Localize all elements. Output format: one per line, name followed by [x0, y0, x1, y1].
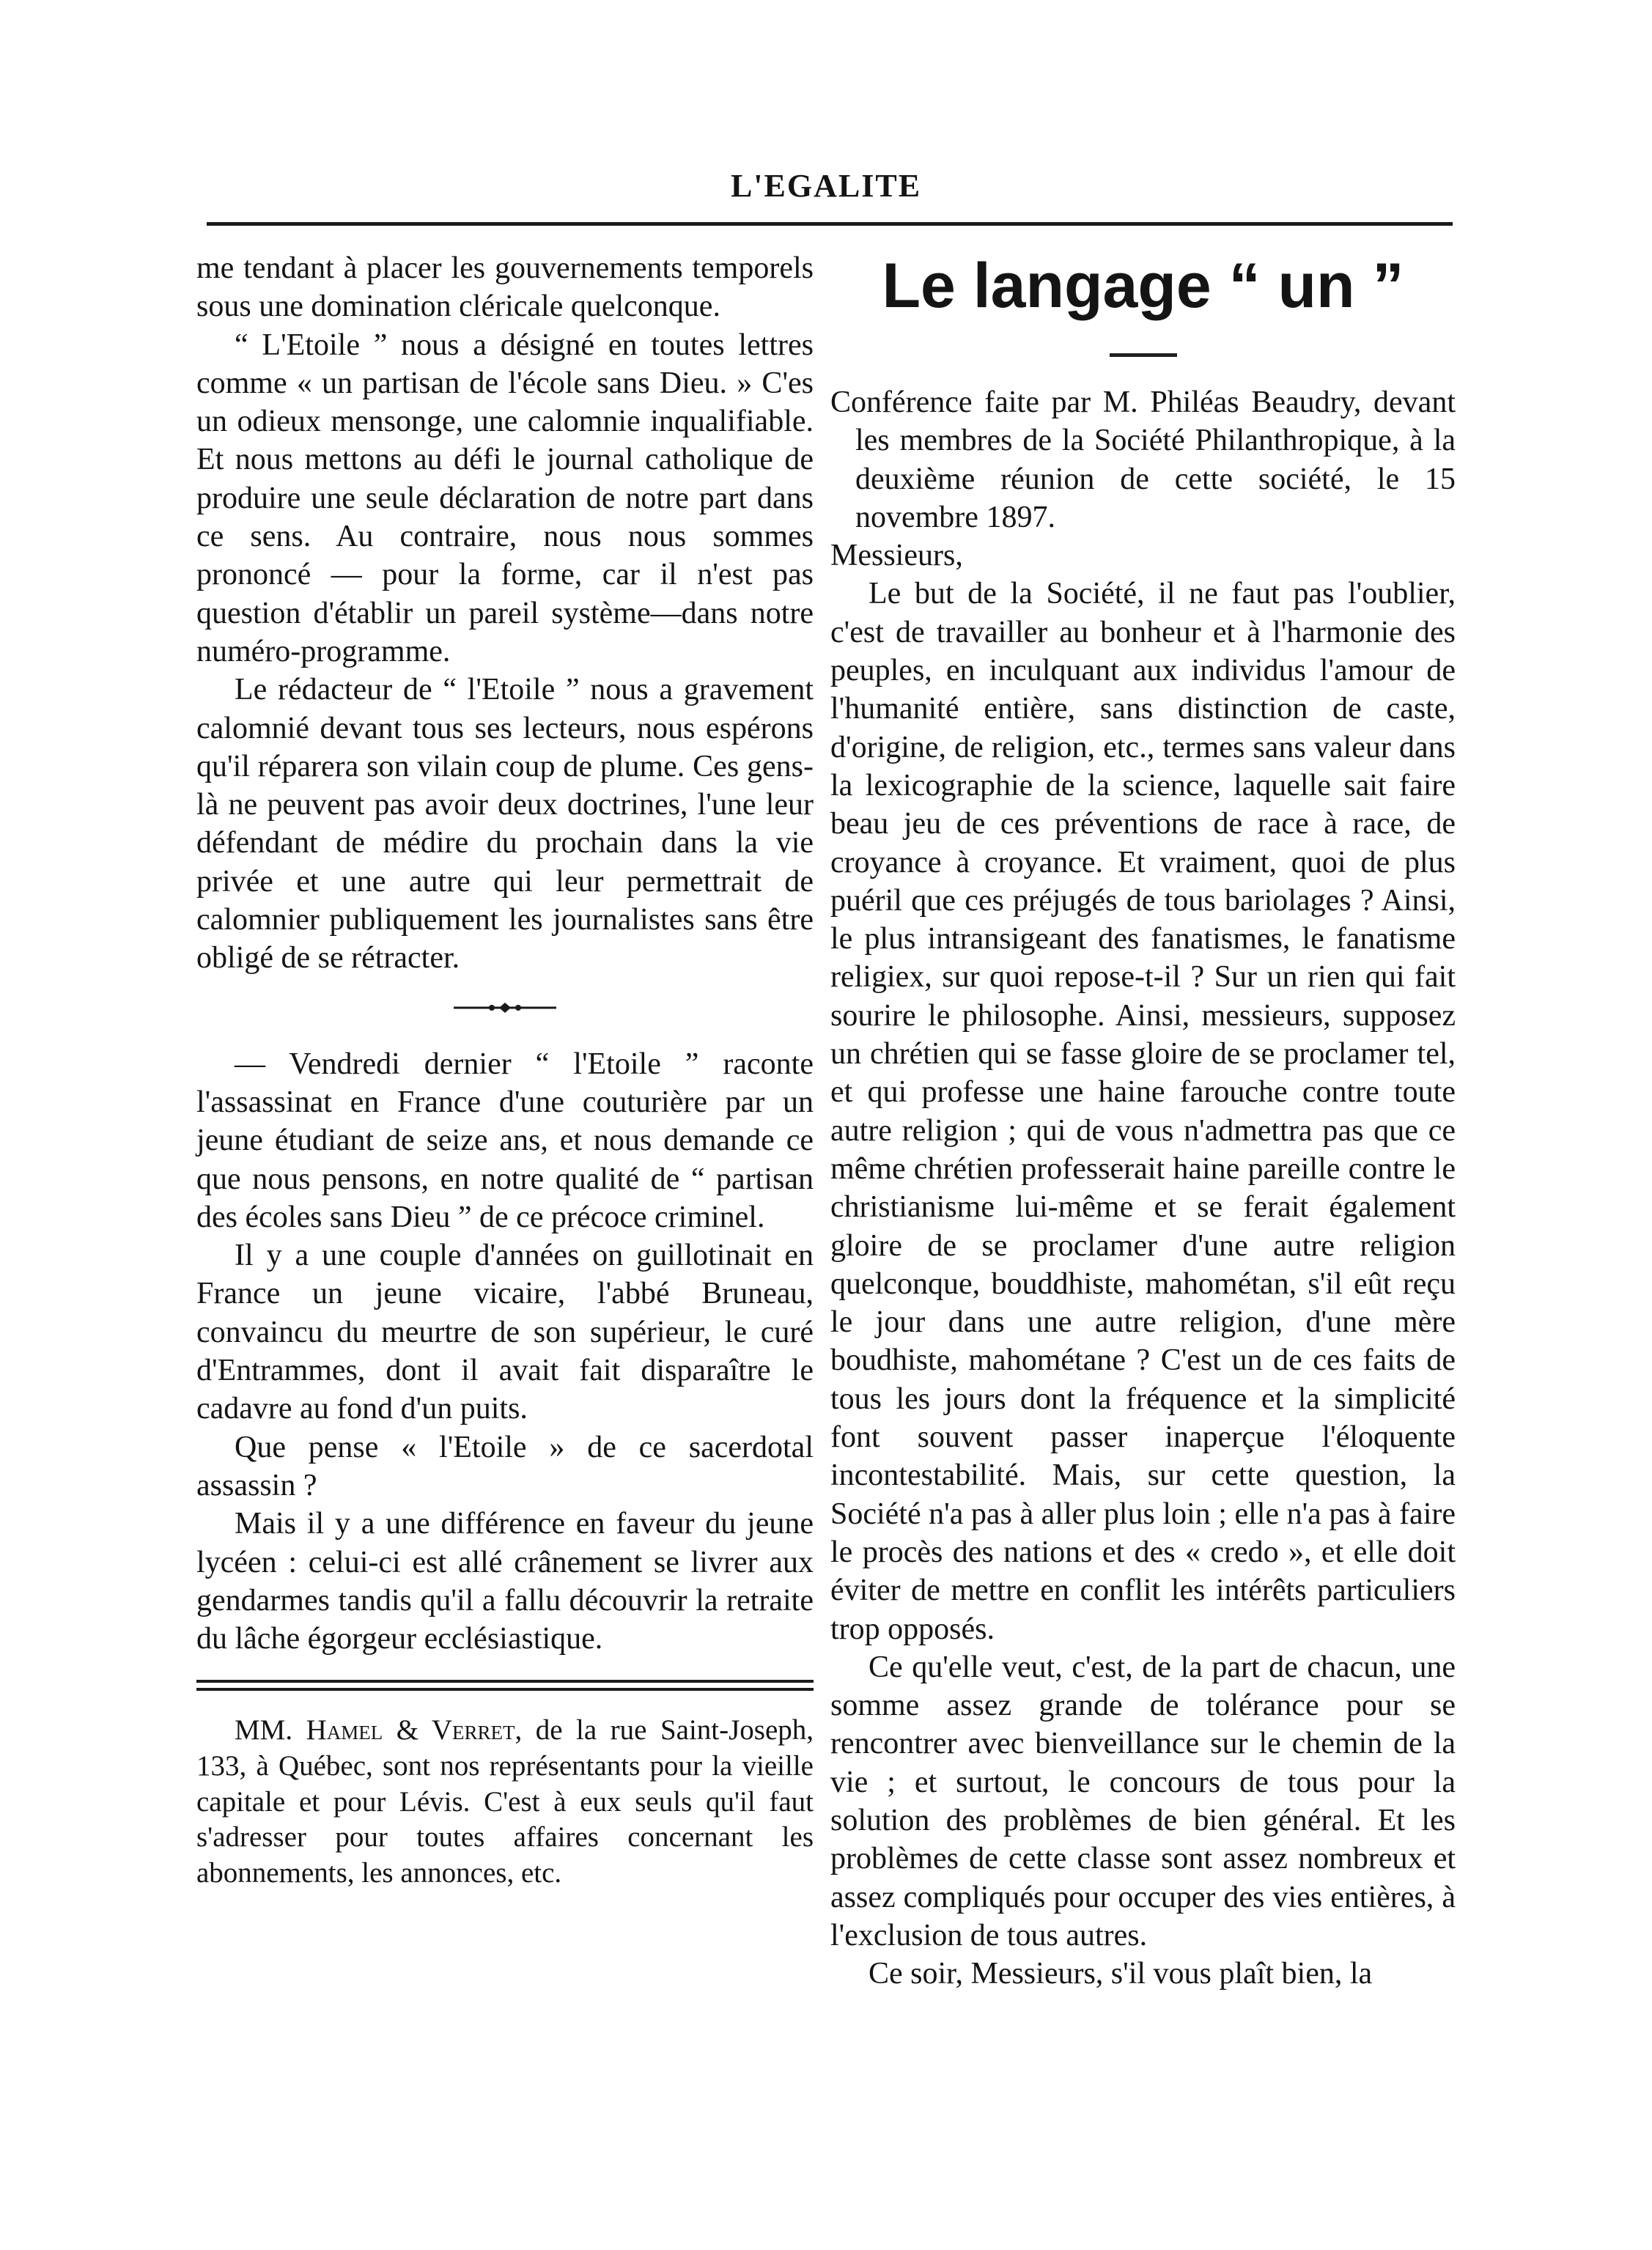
article-byline: Conférence faite par M. Philéas Beaudry, devant les membres de la Société Philanthropique, à la deuxième réunion de cette société, le 15 novembre 1897.: [830, 386, 1456, 534]
left-column: [196, 249, 814, 1891]
article-title: Le langage “ un ”: [882, 251, 1404, 321]
article-paragraph: me tendant à placer les gouvernements temporels sous une domination cléricale quelconque.: [196, 251, 814, 324]
representatives-notice: [196, 1713, 814, 1891]
double-rule-divider: [196, 1680, 814, 1691]
article-paragraph: Le but de la Société, il ne faut pas l'oublier, c'est de travailler au bonheur et à l'harmonie des peuples, en inculquant aux individus l'amour de l'humanité entière, sans distinction de caste, d'origine, de religion, etc., termes sans valeur dans la lexicographie de la science, laquelle sait faire beau jeu de ces préventions de race à race, de croyance à croyance. Et vraiment, quoi de plus puéril que ces préjugés de tous bariolages ? Ainsi, le plus intransigeant des fanatismes, le fanatisme religiex, sur quoi repose-t-il ? Sur un rien qui fait sourire le philosophe. Ainsi, messieurs, supposez un chrétien qui se fasse gloire de se proclamer tel, et qui professe une haine farouche contre toute autre religion ; qui de vous n'admettra pas que ce même chrétien professerait haine pareille contre le christianisme lui-même et se ferait également gloire de se proclamer d'une autre religion quelconque, bouddhiste, mahométan, s'il eût reçu le jour dans une autre religion, d'une mère boudhiste, mahométane ? C'est un de ces faits de tous les jours dont la fréquence et la simplicité font souvent passer inaperçue l'éloquente incontestabilité. Mais, sur cette question, la Société n'a pas à aller plus loin ; elle n'a pas à faire le procès des nations et des « credo », et elle doit éviter de mettre en conflit les intérêts particuliers trop opposés.: [830, 577, 1456, 1646]
notice-prefix: MM.: [235, 1714, 306, 1746]
article-paragraph: Mais il y a une différence en faveur du jeune lycéen : celui-ci est allé crânement se livrer aux gendarmes tandis qu'il a fallu découvrir la retraite du lâche égorgeur ecclésiastique.: [196, 1507, 814, 1656]
article-paragraph: Que pense « l'Etoile » de ce sacerdotal assassin ?: [196, 1430, 814, 1502]
article-salutation: Messieurs,: [830, 539, 963, 573]
article-paragraph: Ce soir, Messieurs, s'il vous plaît bien, la: [869, 1957, 1373, 1991]
section-ornament: [454, 1000, 556, 1016]
notice-names: Hamel & Verret,: [306, 1714, 523, 1746]
title-rule: [1110, 353, 1177, 357]
article-paragraph: Il y a une couple d'années on guillotinait en France un jeune vicaire, l'abbé Bruneau, convaincu du meurtre de son supérieur, le curé d'Entrammes, dont il avait fait disparaître le cadavre au fond d'un puits.: [196, 1239, 814, 1426]
header-rule: [207, 222, 1453, 226]
article-paragraph: Le rédacteur de “ l'Etoile ” nous a gravement calomnié devant tous ses lecteurs, nous espérons qu'il réparera son vilain coup de plume. Ces gens-là ne peuvent pas avoir deux doctrines, l'une leur défendant de médire du prochain dans la vie privée et une autre qui leur permettrait de calomnier publiquement les journalistes sans être obligé de se rétracter.: [196, 673, 814, 975]
page-header-title: L'EGALITE: [730, 168, 922, 204]
notice-text: de la rue Saint-Joseph, 133, à Québec, sont nos représentants pour la vieille capitale et pour Lévis. C'est à eux seuls qu'il faut s'adresser pour toutes affaires concernant les abonnements, les annonces, etc.: [196, 1714, 814, 1889]
article-paragraph: — Vendredi dernier “ l'Etoile ” raconte l'assassinat en France d'une couturière par un jeune étudiant de seize ans, et nous demande ce que nous pensons, en notre qualité de “ partisan des écoles sans Dieu ” de ce précoce criminel.: [196, 1047, 814, 1234]
right-column: [830, 249, 1456, 1993]
article-paragraph: “ L'Etoile ” nous a désigné en toutes lettres comme « un partisan de l'école sans Dieu. » C'es un odieux mensonge, une calomnie inqualifiable. Et nous mettons au défi le journal catholique de produire une seule déclaration de notre part dans ce sens. Au contraire, nous nous sommes prononcé — pour la forme, car il n'est pas question d'établir un pareil système—dans notre numéro-programme.: [196, 328, 814, 668]
article-paragraph: Ce qu'elle veut, c'est, de la part de chacun, une somme assez grande de tolérance pour se rencontrer avec bienveillance sur le chemin de la vie ; et surtout, le concours de tous pour la solution des problèmes de bien général. Et les problèmes de cette classe sont assez nombreux et assez compliqués pour occuper des vies entières, à l'exclusion de tous autres.: [830, 1650, 1456, 1952]
